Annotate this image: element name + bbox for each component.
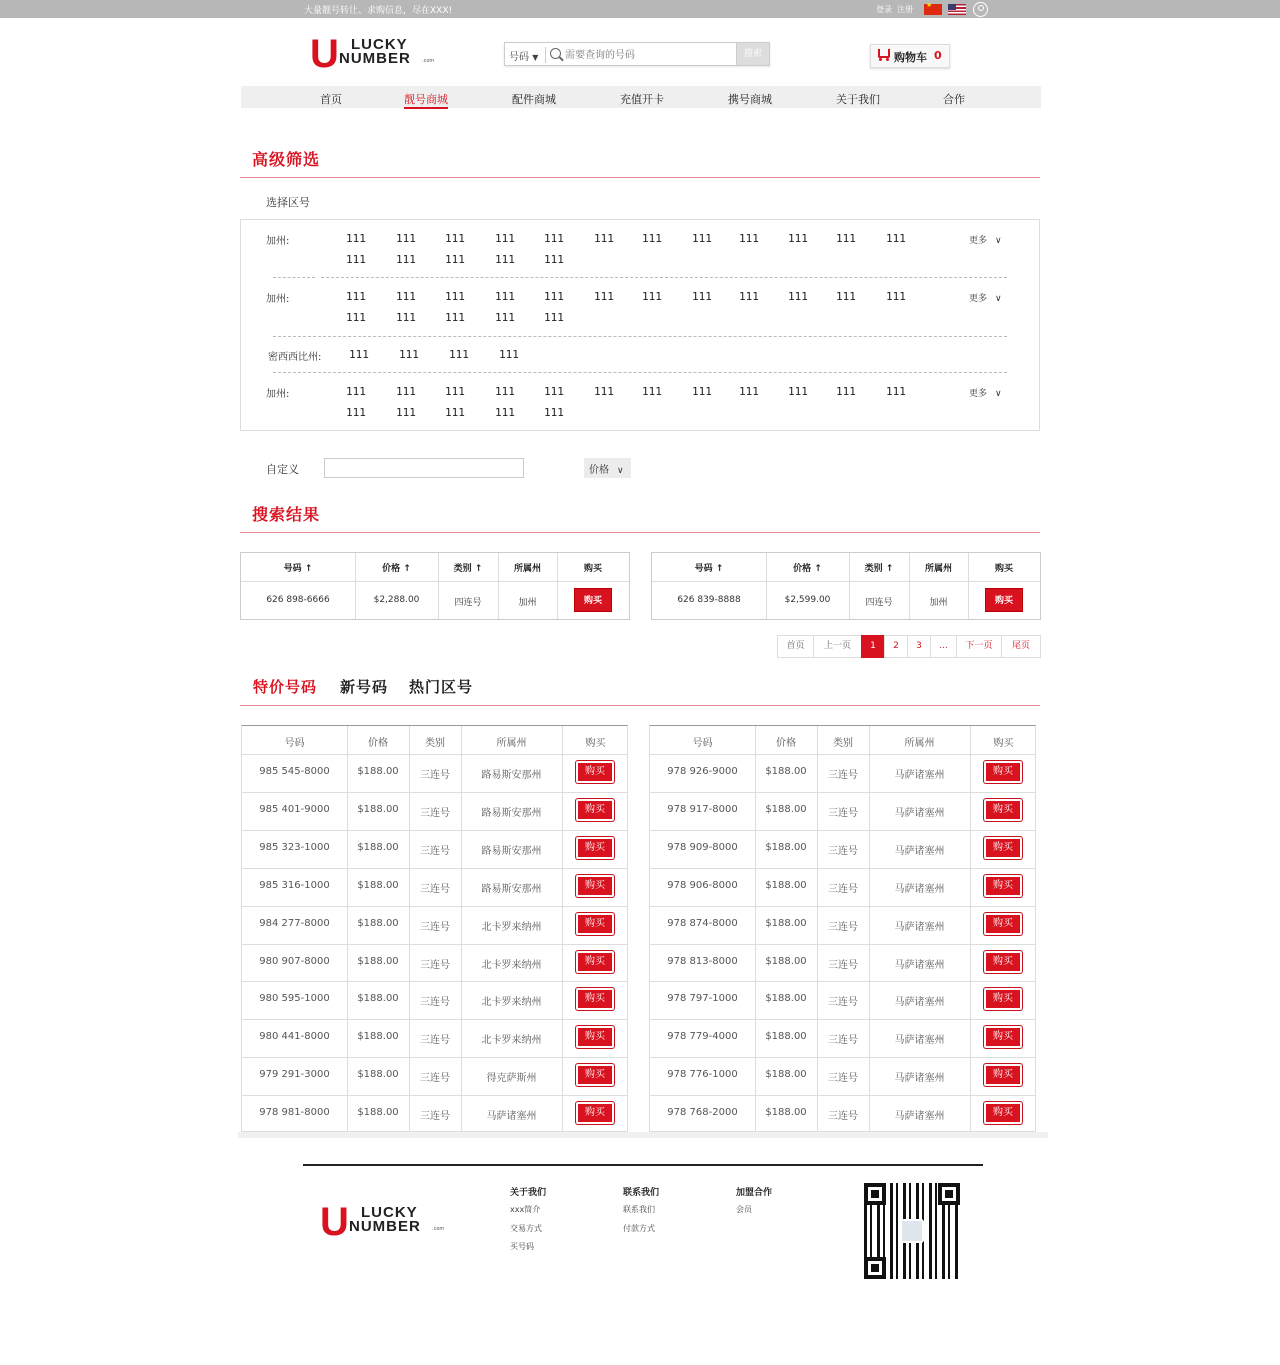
more-label: 更多 bbox=[969, 236, 988, 246]
area-code-link[interactable]: 111 bbox=[594, 385, 614, 398]
register-link[interactable]: 注册 bbox=[897, 5, 913, 14]
table-cell: 978 768-2000 bbox=[667, 1107, 738, 1119]
table-header-cell: 所属州 bbox=[924, 564, 952, 574]
sortable-header[interactable]: 价格 ↑ bbox=[382, 564, 411, 574]
result-number: 626 839-8888 bbox=[677, 595, 741, 605]
table-cell: 三连号 bbox=[828, 959, 858, 971]
result-type: 四连号 bbox=[454, 598, 482, 608]
table-cell: 三连号 bbox=[828, 770, 858, 781]
top-bar bbox=[0, 0, 1280, 18]
footer-link-payment[interactable]: 付款方式 bbox=[623, 1224, 655, 1233]
table-cell: 978 813-8000 bbox=[667, 955, 738, 967]
buy-button[interactable]: 购买 bbox=[576, 875, 614, 897]
region-name: 密西西比州: bbox=[268, 352, 322, 363]
table-cell: $188.00 bbox=[765, 917, 807, 929]
table-cell: $188.00 bbox=[765, 1107, 807, 1119]
area-code-link[interactable]: 111 bbox=[495, 311, 515, 324]
area-code-link[interactable]: 111 bbox=[349, 348, 369, 361]
buy-button[interactable]: 购买 bbox=[984, 1026, 1022, 1048]
area-code-link[interactable]: 111 bbox=[495, 232, 515, 245]
qr-code-icon bbox=[864, 1183, 960, 1279]
area-code-link[interactable]: 111 bbox=[788, 385, 808, 398]
table-cell: 马萨诸塞州 bbox=[894, 770, 945, 781]
nav-about[interactable]: 关于我们 bbox=[836, 93, 880, 106]
buy-button[interactable]: 购买 bbox=[984, 951, 1022, 973]
pager-first[interactable]: 首页 bbox=[777, 635, 814, 658]
table-cell: $188.00 bbox=[357, 955, 399, 967]
table-cell: 978 874-8000 bbox=[667, 917, 738, 929]
table-cell: 北卡罗来纳州 bbox=[481, 1035, 542, 1047]
table-cell: 三连号 bbox=[420, 959, 450, 971]
sortable-header[interactable]: 价格 ↑ bbox=[793, 564, 822, 574]
area-code-link[interactable]: 111 bbox=[594, 232, 614, 245]
region-name: 加州: bbox=[266, 389, 290, 400]
row-divider bbox=[650, 830, 1035, 831]
table-cell: 三连号 bbox=[828, 807, 858, 819]
table-cell: 马萨诸塞州 bbox=[894, 883, 945, 895]
region-divider bbox=[273, 277, 315, 278]
area-code-link[interactable]: 111 bbox=[594, 290, 614, 303]
pager-page-1[interactable]: 1 bbox=[861, 635, 885, 658]
area-code-link[interactable]: 111 bbox=[836, 385, 856, 398]
nav-home[interactable]: 首页 bbox=[320, 93, 342, 106]
table-cell: 三连号 bbox=[420, 770, 450, 781]
area-code-link[interactable]: 111 bbox=[544, 232, 564, 245]
area-code-link[interactable]: 111 bbox=[886, 290, 906, 303]
sortable-header[interactable]: 类别 ↑ bbox=[453, 564, 483, 574]
table-header-cell: 购买 bbox=[993, 738, 1014, 749]
sortable-header[interactable]: 类别 ↑ bbox=[864, 564, 894, 574]
table-cell: 三连号 bbox=[420, 1073, 450, 1085]
table-header-cell: 购买 bbox=[583, 564, 602, 574]
pager-page-2[interactable]: 2 bbox=[884, 635, 908, 658]
table-cell: $188.00 bbox=[765, 1069, 807, 1081]
special-table-left bbox=[241, 725, 628, 1132]
result-price: $2,599.00 bbox=[784, 595, 831, 605]
buy-button[interactable]: 购买 bbox=[576, 1026, 614, 1048]
area-code-link[interactable]: 111 bbox=[396, 232, 416, 245]
buy-button[interactable]: 购买 bbox=[576, 837, 614, 859]
area-code-link[interactable]: 111 bbox=[739, 385, 759, 398]
table-cell: 980 907-8000 bbox=[259, 955, 330, 967]
area-code-link[interactable]: 111 bbox=[692, 385, 712, 398]
table-cell: 三连号 bbox=[420, 845, 450, 857]
footer-join-title: 加盟合作 bbox=[736, 1188, 773, 1198]
area-code-link[interactable]: 111 bbox=[788, 290, 808, 303]
result-state: 加州 bbox=[929, 598, 948, 608]
more-toggle[interactable] bbox=[969, 386, 1002, 399]
buy-button[interactable]: 购买 bbox=[984, 988, 1022, 1010]
filter-title: 高级筛选 bbox=[252, 150, 321, 169]
table-cell: 马萨诸塞州 bbox=[894, 1111, 945, 1123]
chevron-down-icon: ∨ bbox=[995, 294, 1002, 304]
pager-ellipsis: ... bbox=[930, 635, 957, 658]
table-cell: 马萨诸塞州 bbox=[894, 1073, 945, 1085]
search-type-select[interactable]: 号码 ▼ bbox=[509, 52, 539, 63]
table-header-cell: 价格 bbox=[368, 738, 388, 749]
more-label: 更多 bbox=[969, 389, 988, 399]
table-cell: 三连号 bbox=[420, 1111, 450, 1123]
row-divider bbox=[242, 1019, 627, 1020]
row-divider bbox=[650, 792, 1035, 793]
buy-button[interactable]: 购买 bbox=[984, 875, 1022, 897]
area-code-link[interactable]: 111 bbox=[495, 253, 515, 266]
row-divider bbox=[650, 868, 1035, 869]
table-cell: 980 595-1000 bbox=[259, 993, 330, 1005]
cart-button[interactable] bbox=[870, 44, 950, 68]
buy-button[interactable]: 购买 bbox=[985, 588, 1023, 612]
area-code-link[interactable]: 111 bbox=[544, 253, 564, 266]
table-cell: $188.00 bbox=[357, 1107, 399, 1119]
table-cell: $188.00 bbox=[765, 879, 807, 891]
more-label: 更多 bbox=[969, 294, 988, 304]
footer-link-trade[interactable]: 交易方式 bbox=[510, 1224, 542, 1233]
footer-link-contact[interactable]: 联系我们 bbox=[623, 1205, 655, 1214]
table-cell: 路易斯安那州 bbox=[481, 770, 542, 781]
area-code-link[interactable]: 111 bbox=[544, 406, 564, 419]
table-cell: 路易斯安那州 bbox=[481, 807, 542, 819]
buy-button[interactable]: 购买 bbox=[984, 761, 1022, 783]
results-title: 搜索结果 bbox=[252, 505, 321, 524]
footer-link-intro[interactable]: xxx简介 bbox=[510, 1205, 541, 1214]
table-cell: 三连号 bbox=[828, 1073, 858, 1085]
area-code-link[interactable]: 111 bbox=[396, 406, 416, 419]
more-toggle[interactable] bbox=[969, 233, 1002, 246]
area-code-link[interactable]: 111 bbox=[346, 232, 366, 245]
area-code-link[interactable]: 111 bbox=[396, 290, 416, 303]
select-area-label: 选择区号 bbox=[266, 196, 310, 209]
buy-button[interactable]: 购买 bbox=[984, 1102, 1022, 1124]
custom-number-input[interactable] bbox=[324, 458, 524, 478]
area-code-link[interactable]: 111 bbox=[886, 232, 906, 245]
table-cell: 路易斯安那州 bbox=[481, 845, 542, 857]
table-cell: $188.00 bbox=[765, 1031, 807, 1043]
row-divider bbox=[242, 981, 627, 982]
table-cell: 978 981-8000 bbox=[259, 1107, 330, 1119]
region-divider bbox=[273, 336, 1007, 337]
area-code-link[interactable]: 111 bbox=[346, 290, 366, 303]
footer-link-buy[interactable]: 买号码 bbox=[510, 1242, 534, 1251]
table-cell: 三连号 bbox=[828, 1111, 858, 1123]
area-code-link[interactable]: 111 bbox=[346, 406, 366, 419]
row-divider bbox=[242, 944, 627, 945]
table-cell: 北卡罗来纳州 bbox=[481, 997, 542, 1009]
area-code-link[interactable]: 111 bbox=[836, 232, 856, 245]
buy-button[interactable]: 购买 bbox=[576, 951, 614, 973]
table-cell: $188.00 bbox=[765, 766, 807, 777]
buy-button[interactable]: 购买 bbox=[576, 1102, 614, 1124]
table-header-cell: 购买 bbox=[585, 738, 606, 749]
table-cell: 三连号 bbox=[828, 997, 858, 1009]
table-cell: $188.00 bbox=[765, 955, 807, 967]
table-header-cell: 号码 bbox=[284, 738, 305, 749]
nav-cooperation[interactable]: 合作 bbox=[943, 93, 965, 106]
table-header-cell: 价格 bbox=[776, 738, 796, 749]
area-code-link[interactable]: 111 bbox=[396, 385, 416, 398]
table-header-cell: 所属州 bbox=[496, 738, 527, 749]
row-divider bbox=[242, 1095, 627, 1096]
area-code-link[interactable]: 111 bbox=[445, 253, 465, 266]
footer-contact-title: 联系我们 bbox=[623, 1188, 660, 1198]
area-code-link[interactable]: 111 bbox=[346, 311, 366, 324]
chevron-down-icon: ∨ bbox=[995, 236, 1002, 246]
area-code-link[interactable]: 111 bbox=[396, 311, 416, 324]
row-divider bbox=[242, 792, 627, 793]
result-type: 四连号 bbox=[865, 598, 893, 608]
sortable-header[interactable]: 号码 ↑ bbox=[283, 564, 313, 574]
table-cell: 三连号 bbox=[828, 1035, 858, 1047]
table-cell: 得克萨斯州 bbox=[486, 1073, 537, 1085]
pager-next[interactable]: 下一页 bbox=[956, 635, 1002, 658]
tab-new[interactable]: 新号码 bbox=[340, 678, 389, 696]
table-header-cell: 所属州 bbox=[513, 564, 541, 574]
table-cell: 北卡罗来纳州 bbox=[481, 921, 542, 933]
chevron-down-icon: ∨ bbox=[995, 389, 1002, 399]
search-input[interactable] bbox=[565, 47, 735, 63]
table-cell: 三连号 bbox=[420, 883, 450, 895]
area-code-link[interactable]: 111 bbox=[445, 311, 465, 324]
area-code-link[interactable]: 111 bbox=[544, 311, 564, 324]
pager-last[interactable]: 尾页 bbox=[1001, 635, 1041, 658]
table-cell: 978 797-1000 bbox=[667, 993, 738, 1005]
area-code-link[interactable]: 111 bbox=[739, 290, 759, 303]
tab-special[interactable]: 特价号码 bbox=[253, 678, 318, 696]
area-code-link[interactable]: 111 bbox=[739, 232, 759, 245]
buy-button[interactable]: 购买 bbox=[574, 588, 612, 612]
table-cell: 三连号 bbox=[420, 997, 450, 1009]
table-cell: 985 545-8000 bbox=[259, 766, 330, 777]
us-flag-icon[interactable] bbox=[948, 4, 966, 15]
region-name: 加州: bbox=[266, 294, 290, 305]
row-divider bbox=[242, 754, 627, 755]
result-price: $2,288.00 bbox=[373, 595, 420, 605]
table-cell: $188.00 bbox=[765, 993, 807, 1005]
table-cell: 985 323-1000 bbox=[259, 841, 330, 853]
area-code-link[interactable]: 111 bbox=[495, 385, 515, 398]
row-divider bbox=[242, 830, 627, 831]
area-code-link[interactable]: 111 bbox=[449, 348, 469, 361]
search-icon bbox=[550, 48, 561, 59]
table-header-cell: 号码 bbox=[692, 738, 713, 749]
area-code-link[interactable]: 111 bbox=[544, 385, 564, 398]
table-cell: 马萨诸塞州 bbox=[894, 807, 945, 819]
table-cell: 979 291-3000 bbox=[259, 1069, 330, 1081]
area-code-link[interactable]: 111 bbox=[495, 290, 515, 303]
column-divider bbox=[970, 726, 971, 1131]
table-cell: 三连号 bbox=[420, 1035, 450, 1047]
table-cell: $188.00 bbox=[357, 841, 399, 853]
table-cell: 978 776-1000 bbox=[667, 1069, 738, 1081]
buy-button[interactable]: 购买 bbox=[576, 1064, 614, 1086]
footer-logo[interactable]: U LUCKY NUMBER .com bbox=[320, 1200, 445, 1244]
table-header-cell: 购买 bbox=[994, 564, 1013, 574]
table-cell: 三连号 bbox=[828, 883, 858, 895]
area-code-link[interactable]: 111 bbox=[544, 290, 564, 303]
area-code-link[interactable]: 111 bbox=[399, 348, 419, 361]
nav-recharge[interactable]: 充值开卡 bbox=[620, 93, 664, 106]
area-code-link[interactable]: 111 bbox=[445, 232, 465, 245]
price-select[interactable]: 价格 ∨ bbox=[584, 458, 631, 478]
main-nav bbox=[241, 86, 1041, 108]
pager-prev[interactable]: 上一页 bbox=[813, 635, 862, 658]
area-code-link[interactable]: 111 bbox=[642, 290, 662, 303]
table-cell: $188.00 bbox=[357, 917, 399, 929]
buy-button[interactable]: 购买 bbox=[576, 799, 614, 821]
area-code-link[interactable]: 111 bbox=[836, 290, 856, 303]
area-code-link[interactable]: 111 bbox=[346, 253, 366, 266]
sortable-header[interactable]: 号码 ↑ bbox=[694, 564, 724, 574]
area-code-link[interactable]: 111 bbox=[692, 232, 712, 245]
row-divider bbox=[242, 1057, 627, 1058]
area-code-link[interactable]: 111 bbox=[445, 290, 465, 303]
table-cell: 978 906-8000 bbox=[667, 879, 738, 891]
row-divider bbox=[650, 944, 1035, 945]
table-cell: $188.00 bbox=[357, 879, 399, 891]
row-divider bbox=[650, 906, 1035, 907]
table-cell: 马萨诸塞州 bbox=[894, 921, 945, 933]
table-cell: 马萨诸塞州 bbox=[894, 997, 945, 1009]
region-divider bbox=[321, 277, 1007, 278]
table-cell: $188.00 bbox=[765, 803, 807, 815]
area-code-link[interactable]: 111 bbox=[642, 232, 662, 245]
area-code-link[interactable]: 111 bbox=[692, 290, 712, 303]
table-cell: $188.00 bbox=[357, 1031, 399, 1043]
special-table-right bbox=[649, 725, 1036, 1132]
table-cell: 984 277-8000 bbox=[259, 917, 330, 929]
more-toggle[interactable] bbox=[969, 291, 1002, 304]
table-cell: 三连号 bbox=[828, 921, 858, 933]
login-link[interactable]: 登录 bbox=[876, 5, 892, 14]
user-icon[interactable] bbox=[973, 2, 988, 17]
row-divider bbox=[242, 868, 627, 869]
area-code-link[interactable]: 111 bbox=[499, 348, 519, 361]
table-cell: 马萨诸塞州 bbox=[894, 845, 945, 857]
row-divider bbox=[650, 981, 1035, 982]
area-code-link[interactable]: 111 bbox=[445, 385, 465, 398]
cart-count: 0 bbox=[934, 49, 942, 62]
table-cell: 985 401-9000 bbox=[259, 803, 330, 815]
table-cell: 马萨诸塞州 bbox=[894, 1035, 945, 1047]
table-cell: $188.00 bbox=[357, 1069, 399, 1081]
table-cell: $188.00 bbox=[357, 803, 399, 815]
buy-button[interactable]: 购买 bbox=[984, 1064, 1022, 1086]
chevron-down-icon: ∨ bbox=[617, 466, 624, 476]
china-flag-icon[interactable] bbox=[924, 4, 942, 15]
table-cell: 马萨诸塞州 bbox=[894, 959, 945, 971]
table-cell: 978 917-8000 bbox=[667, 803, 738, 815]
area-code-link[interactable]: 111 bbox=[396, 253, 416, 266]
footer-about-title: 关于我们 bbox=[510, 1188, 547, 1198]
table-header-cell: 类别 bbox=[425, 738, 445, 749]
buy-button[interactable]: 购买 bbox=[576, 913, 614, 935]
buy-button[interactable]: 购买 bbox=[984, 799, 1022, 821]
table-cell: 马萨诸塞州 bbox=[486, 1111, 537, 1123]
result-table-right bbox=[651, 552, 1041, 620]
nav-accessories[interactable]: 配件商城 bbox=[512, 93, 556, 106]
area-code-link[interactable]: 111 bbox=[346, 385, 366, 398]
table-cell: $188.00 bbox=[357, 766, 399, 777]
buy-button[interactable]: 购买 bbox=[984, 837, 1022, 859]
nav-port-mall[interactable]: 携号商城 bbox=[728, 93, 772, 106]
area-code-link[interactable]: 111 bbox=[642, 385, 662, 398]
area-code-link[interactable]: 111 bbox=[445, 406, 465, 419]
result-table-left bbox=[240, 552, 630, 620]
footer-link-member[interactable]: 会员 bbox=[736, 1205, 752, 1214]
top-notice: 大量靓号转让、求购信息，尽在XXX! bbox=[304, 6, 453, 16]
result-number: 626 898-6666 bbox=[266, 595, 330, 605]
table-cell: 980 441-8000 bbox=[259, 1031, 330, 1043]
region-divider bbox=[273, 372, 1007, 373]
area-code-link[interactable]: 111 bbox=[886, 385, 906, 398]
table-cell: 三连号 bbox=[420, 921, 450, 933]
table-cell: 三连号 bbox=[828, 845, 858, 857]
row-divider bbox=[242, 906, 627, 907]
row-divider bbox=[650, 1095, 1035, 1096]
buy-button[interactable]: 购买 bbox=[984, 913, 1022, 935]
region-name: 加州: bbox=[266, 236, 290, 247]
custom-label: 自定义 bbox=[266, 463, 299, 476]
table-cell: 978 926-9000 bbox=[667, 766, 738, 777]
table-cell: 北卡罗来纳州 bbox=[481, 959, 542, 971]
table-cell: $188.00 bbox=[765, 841, 807, 853]
site-logo[interactable]: U LUCKY NUMBER .com bbox=[310, 32, 435, 76]
search-bar bbox=[504, 42, 770, 66]
pager-page-3[interactable]: 3 bbox=[907, 635, 931, 658]
buy-button[interactable]: 购买 bbox=[576, 761, 614, 783]
cart-icon bbox=[878, 49, 890, 58]
area-code-link[interactable]: 111 bbox=[788, 232, 808, 245]
result-state: 加州 bbox=[518, 598, 537, 608]
buy-button[interactable]: 购买 bbox=[576, 988, 614, 1010]
table-cell: 三连号 bbox=[420, 807, 450, 819]
caret-down-icon: ▼ bbox=[532, 53, 539, 62]
row-divider bbox=[650, 1019, 1035, 1020]
table-header-cell: 类别 bbox=[833, 738, 853, 749]
table-header-cell: 所属州 bbox=[904, 738, 935, 749]
table-cell: 路易斯安那州 bbox=[481, 883, 542, 895]
area-code-link[interactable]: 111 bbox=[495, 406, 515, 419]
table-cell: 978 909-8000 bbox=[667, 841, 738, 853]
table-cell: $188.00 bbox=[357, 993, 399, 1005]
row-divider bbox=[650, 1057, 1035, 1058]
cart-label: 购物车 bbox=[894, 51, 927, 64]
column-divider bbox=[562, 726, 563, 1131]
table-cell: 978 779-4000 bbox=[667, 1031, 738, 1043]
search-button[interactable]: 搜索 bbox=[736, 43, 769, 65]
nav-number-mall[interactable]: 靓号商城 bbox=[404, 93, 448, 106]
tab-hot-area[interactable]: 热门区号 bbox=[409, 678, 474, 696]
region-filter-box bbox=[240, 219, 1040, 431]
table-cell: 985 316-1000 bbox=[259, 879, 330, 891]
row-divider bbox=[650, 754, 1035, 755]
